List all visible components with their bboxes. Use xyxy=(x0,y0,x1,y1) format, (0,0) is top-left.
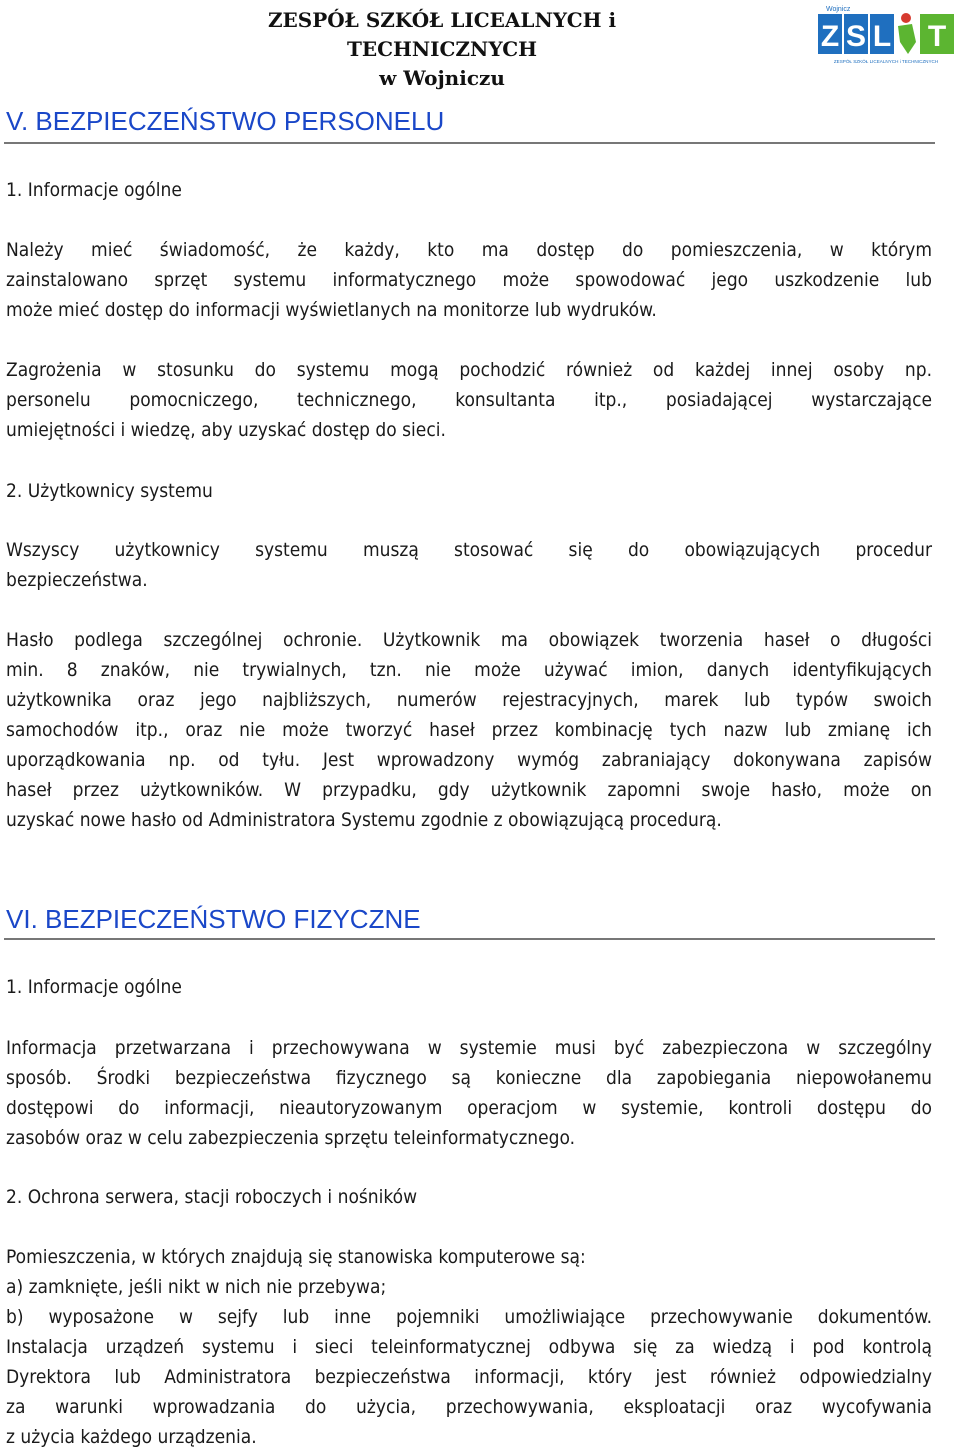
text-line: a) zamknięte, jeśli nikt w nich nie przebywa; xyxy=(6,1276,387,1298)
section-5-subheading-2: 2. Użytkownicy systemu xyxy=(6,480,213,502)
svg-text:L: L xyxy=(872,20,892,53)
text-line: b) wyposażone w sejfy lub inne pojemniki umożliwiające przechowywanie dokumentów. xyxy=(6,1306,932,1328)
page-header xyxy=(0,0,960,90)
section-5-divider xyxy=(4,142,935,144)
text-line: Hasło podlega szczególnej ochronie. Użytkownik ma obowiązek tworzenia haseł o długości xyxy=(6,629,932,651)
svg-text:Z: Z xyxy=(820,20,840,53)
text-line: umiejętności i wiedzę, aby uzyskać dostęp do sieci. xyxy=(6,419,446,441)
section-5-paragraph-3 xyxy=(6,535,932,595)
text-line: z użycia każdego urządzenia. xyxy=(6,1426,257,1448)
section-5-paragraph-1 xyxy=(6,235,932,325)
text-line: haseł przez użytkowników. W przypadku, gdy użytkownik zapomni swoje hasło, może on xyxy=(6,779,932,801)
text-line: Pomieszczenia, w których znajdują się stanowiska komputerowe są: xyxy=(6,1246,586,1268)
school-name-line1: ZESPÓŁ SZKÓŁ LICEALNYCH i TECHNICZNYCH xyxy=(267,8,617,61)
text-line: Wszyscy użytkownicy systemu muszą stosować się do obowiązujących procedur xyxy=(6,539,932,561)
logo-caption: ZESPÓŁ SZKÓŁ LICEALNYCH i TECHNICZNYCH xyxy=(833,59,939,64)
text-line: może mieć dostęp do informacji wyświetlanych na monitorze lub wydruków. xyxy=(6,299,657,321)
section-6-paragraph-2 xyxy=(6,1242,932,1452)
text-line: Instalacja urządzeń systemu i sieci teleinformatycznej odbywa się za wiedzą i pod kontrolą xyxy=(6,1336,932,1358)
section-6-subheading-1: 1. Informacje ogólne xyxy=(6,976,182,998)
svg-text:T: T xyxy=(927,20,947,53)
section-6-title: VI. BEZPIECZEŃSTWO FIZYCZNE xyxy=(6,904,421,934)
text-line: samochodów itp., oraz nie może tworzyć haseł przez kombinację tych nazw lub zmianę ich xyxy=(6,719,932,741)
section-5-title: V. BEZPIECZEŃSTWO PERSONELU xyxy=(6,106,445,136)
section-5-paragraph-4 xyxy=(6,625,932,835)
text-line: personelu pomocniczego, technicznego, konsultanta itp., posiadającej wystarczające xyxy=(6,389,932,411)
section-6-divider xyxy=(4,938,935,940)
text-line: zasobów oraz w celu zabezpieczenia sprzętu teleinformatycznego. xyxy=(6,1127,576,1149)
section-6-subheading-2: 2. Ochrona serwera, stacji roboczych i nośników xyxy=(6,1186,418,1208)
school-name xyxy=(186,6,698,93)
school-name-line2: w Wojniczu xyxy=(379,66,505,90)
text-line: Należy mieć świadomość, że każdy, kto ma dostęp do pomieszczenia, w którym xyxy=(6,239,932,261)
section-6-paragraph-1 xyxy=(6,1033,932,1153)
text-line: min. 8 znaków, nie trywialnych, tzn. nie może używać imion, danych identyfikujących xyxy=(6,659,932,681)
text-line: Zagrożenia w stosunku do systemu mogą pochodzić również od każdej innej osoby np. xyxy=(6,359,932,381)
section-5-subheading-1: 1. Informacje ogólne xyxy=(6,179,182,201)
section-5-paragraph-2 xyxy=(6,355,932,445)
text-line: zainstalowano sprzęt systemu informatycznego może spowodować jego uszkodzenie lub xyxy=(6,269,932,291)
text-line: Dyrektora lub Administratora bezpieczeństwa informacji, który jest również odpowiedzialny xyxy=(6,1366,932,1388)
text-line: dostępowi do informacji, nieautoryzowanym operacjom w systemie, kontroli dostępu do xyxy=(6,1097,932,1119)
text-line: uzyskać nowe hasło od Administratora Systemu zgodnie z obowiązującą procedurą. xyxy=(6,809,722,831)
svg-text:S: S xyxy=(845,20,867,53)
text-line: sposób. Środki bezpieczeństwa fizycznego są konieczne dla zapobiegania niepowołanemu xyxy=(6,1067,932,1089)
school-logo xyxy=(812,2,960,68)
text-line: uporządkowania np. od tyłu. Jest wprowadzony wymóg zabraniający dokonywana zapisów xyxy=(6,749,932,771)
text-line: za warunki wprowadzania do użycia, przechowywania, eksploatacji oraz wycofywania xyxy=(6,1396,932,1418)
logo-small-text: Wojnicz xyxy=(826,6,851,13)
text-line: Informacja przetwarzana i przechowywana w systemie musi być zabezpieczona w szczególny xyxy=(6,1037,932,1059)
text-line: użytkownika oraz jego najbliższych, numerów rejestracyjnych, marek lub typów swoich xyxy=(6,689,932,711)
text-line: bezpieczeństwa. xyxy=(6,569,148,591)
